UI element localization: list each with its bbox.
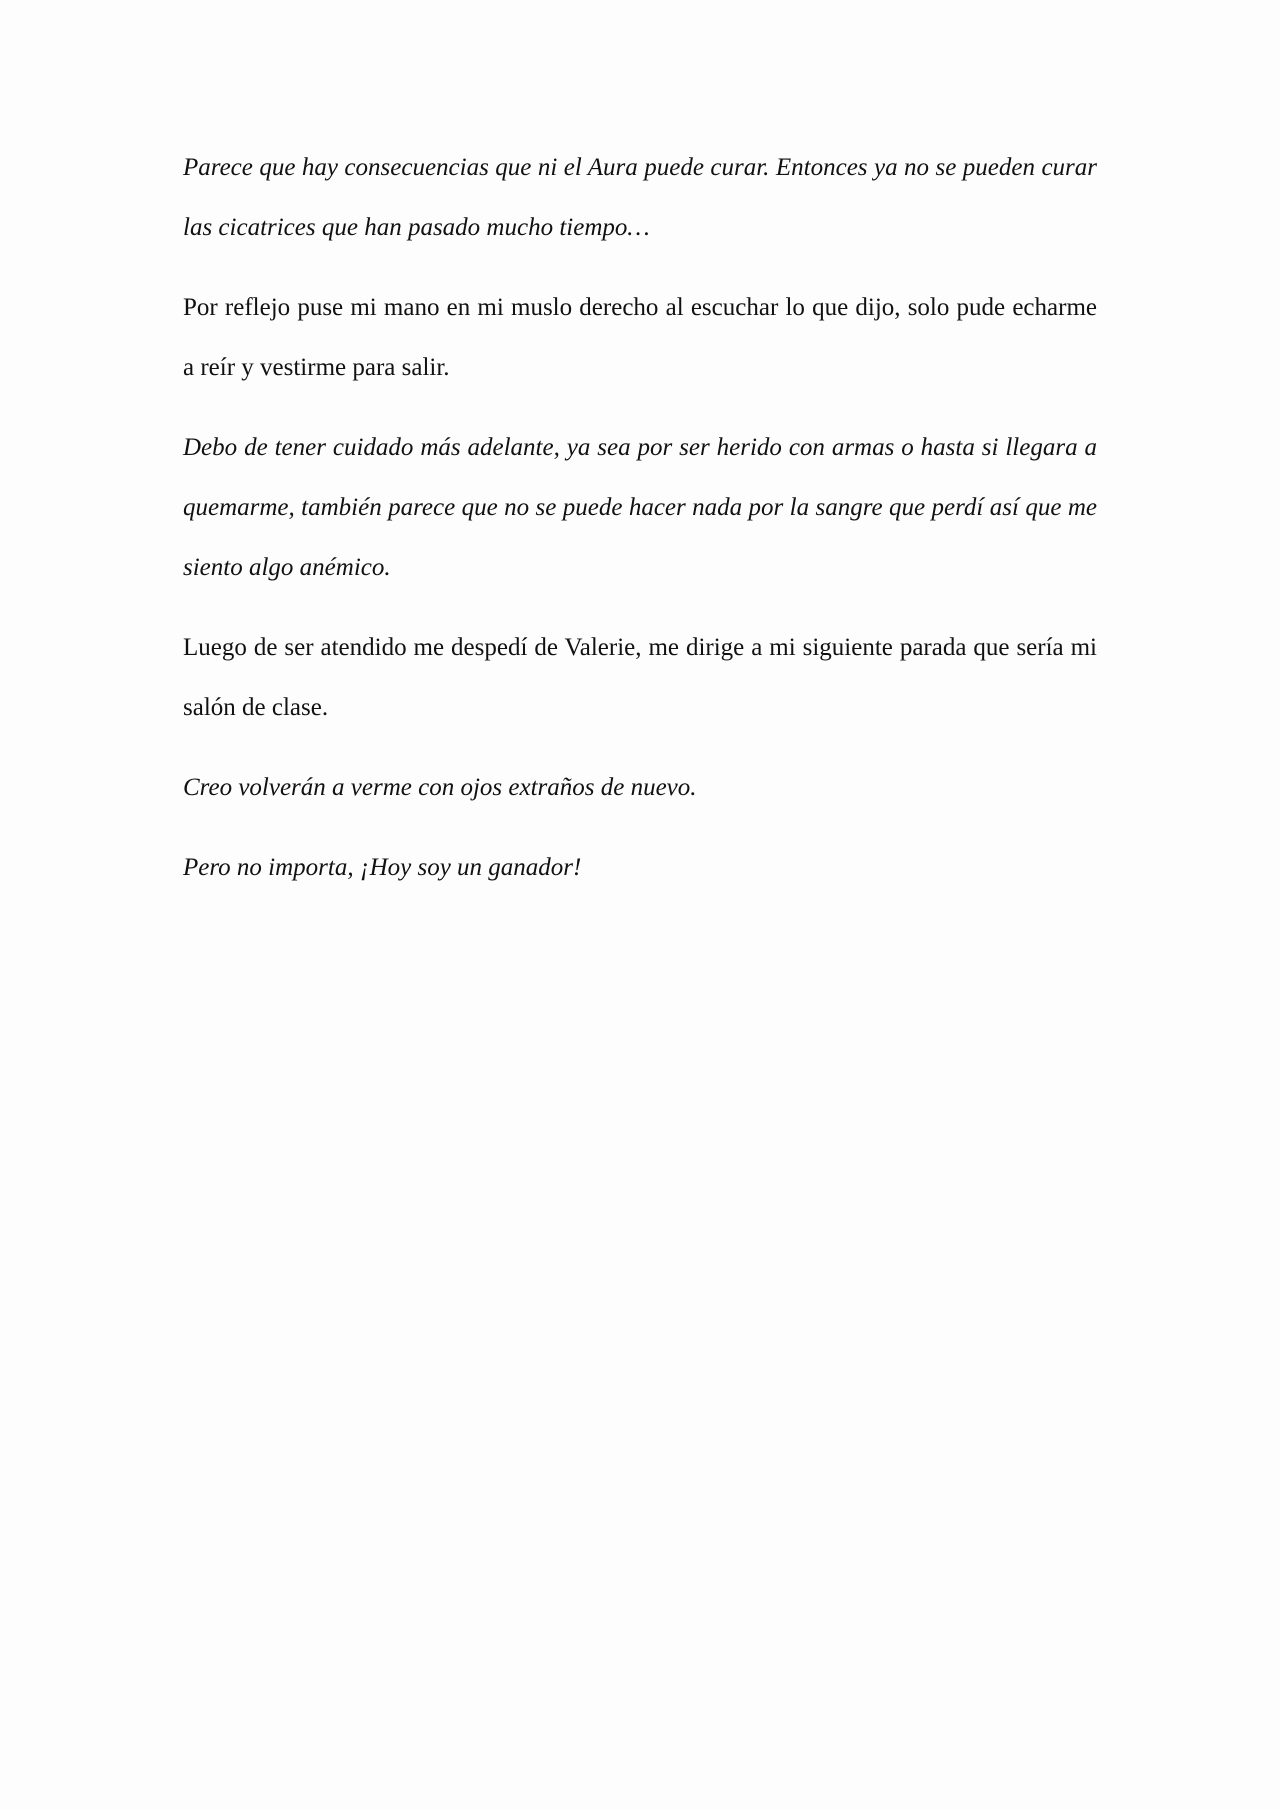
- page-body-text: [183, 138, 1097, 918]
- paragraph-strange-eyes: Creo volverán a verme con ojos extraños de nuevo.: [183, 774, 697, 801]
- paragraph-inner-thought-careful: Debo de tener cuidado más adelante, ya sea por ser herido con armas o hasta si llegara a quemarme, también parece que no se puede hacer nada por la sangre que perdí así que me siento algo anémico.: [183, 434, 1097, 581]
- paragraph-reflex-thigh: Por reflejo puse mi mano en mi muslo derecho al escuchar lo que dijo, solo pude echarme a reír y vestirme para salir.: [183, 294, 1097, 381]
- paragraph-farewell-valerie: Luego de ser atendido me despedí de Valerie, me dirige a mi siguiente parada que sería mi salón de clase.: [183, 634, 1097, 721]
- paragraph-winner: Pero no importa, ¡Hoy soy un ganador!: [183, 854, 582, 881]
- paragraph-inner-thought-aura: Parece que hay consecuencias que ni el Aura puede curar. Entonces ya no se pueden curar las cicatrices que han pasado mucho tiempo…: [183, 154, 1097, 241]
